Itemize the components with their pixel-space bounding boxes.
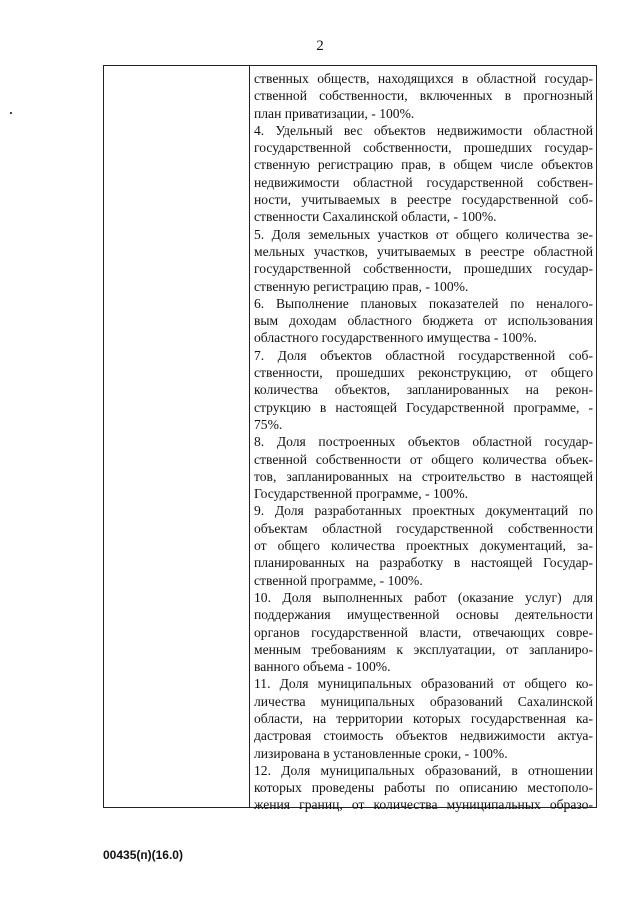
text-line: ности, учитываемых в реестре государственной соб- [254,192,593,208]
text-line: 12. Доля муниципальных образований, в отношении [254,762,593,778]
text-line: лизирована в установленные сроки, - 100%. [254,745,508,761]
text-line: 7. Доля объектов областной государственной соб- [254,347,593,363]
text-line: струкцию в настоящей Государственной программе, - [254,399,593,415]
text-line: областного государственного имущества - 100%. [254,330,537,346]
text-line: тов, запланированных на строительство в настоящей [254,468,593,484]
text-line: ственной программе, - 100%. [254,572,423,588]
text-line: количества объектов, запланированных на рекон- [254,382,593,398]
text-line: мельных участков, учитываемых в реестре областной [254,243,593,259]
document-table [103,65,597,813]
text-line: недвижимости областной государственной собствен- [254,174,593,190]
table-cell-indicators [254,70,593,814]
text-line: 8. Доля построенных объектов областной государ- [254,434,593,450]
text-line: ственности Сахалинской области, - 100%. [254,209,497,225]
text-line: ственной собственности, включенных в прогнозный [254,88,593,104]
text-line: органов государственной власти, отвечающих совре- [254,624,593,640]
text-line: ственных обществ, находящихся в областной государ- [254,71,593,86]
text-line: Государственной программе, - 100%. [254,486,469,502]
text-line: 4. Удельный вес объектов недвижимости областной [254,122,593,138]
text-line: государственной собственности, прошедших государ- [254,140,593,156]
text-line: 5. Доля земельных участков от общего количества зе- [254,226,593,242]
text-line: вым доходам областного бюджета от использования [254,313,593,329]
text-line: личества муниципальных образований Сахалинской [254,693,593,709]
text-line: планированных на разработку в настоящей Государ- [254,555,593,571]
column-divider [249,66,250,807]
document-code: 00435(п)(16.0) [103,848,183,862]
text-line: области, на территории которых государственная ка- [254,710,593,726]
text-line: поддержания имущественной основы деятельности [254,607,593,623]
text-line: 11. Доля муниципальных образований от общего ко- [254,676,593,692]
text-line: ванного объема - 100%. [254,659,391,675]
margin-mark [10,112,12,114]
text-line: ственности, прошедших реконструкцию, от общего [254,365,593,381]
text-line: менным требованиям к эксплуатации, от запланиро- [254,641,593,657]
text-line: жения границ, от количества муниципальных образо- [254,797,593,813]
text-line: которых проведены работы по описанию местополо- [254,780,593,796]
text-line: ственной собственности от общего количества объек- [254,451,593,467]
text-line: 10. Доля выполненных работ (оказание услуг) для [254,589,593,605]
text-line: объектам областной государственной собственности [254,520,593,536]
text-line: 75%. [254,416,283,432]
text-line: ственную регистрацию прав, в общем числе объектов [254,157,593,173]
page-number: 2 [316,38,324,54]
text-line: от общего количества проектных документаций, за- [254,538,593,554]
text-line: дастровая стоимость объектов недвижимости актуа- [254,728,593,744]
text-line: план приватизации, - 100%. [254,105,415,121]
text-line: 6. Выполнение плановых показателей по неналого- [254,295,593,311]
text-line: государственной собственности, прошедших государ- [254,261,593,277]
text-line: 9. Доля разработанных проектных документаций по [254,503,593,519]
text-line: ственную регистрацию прав, - 100%. [254,278,469,294]
